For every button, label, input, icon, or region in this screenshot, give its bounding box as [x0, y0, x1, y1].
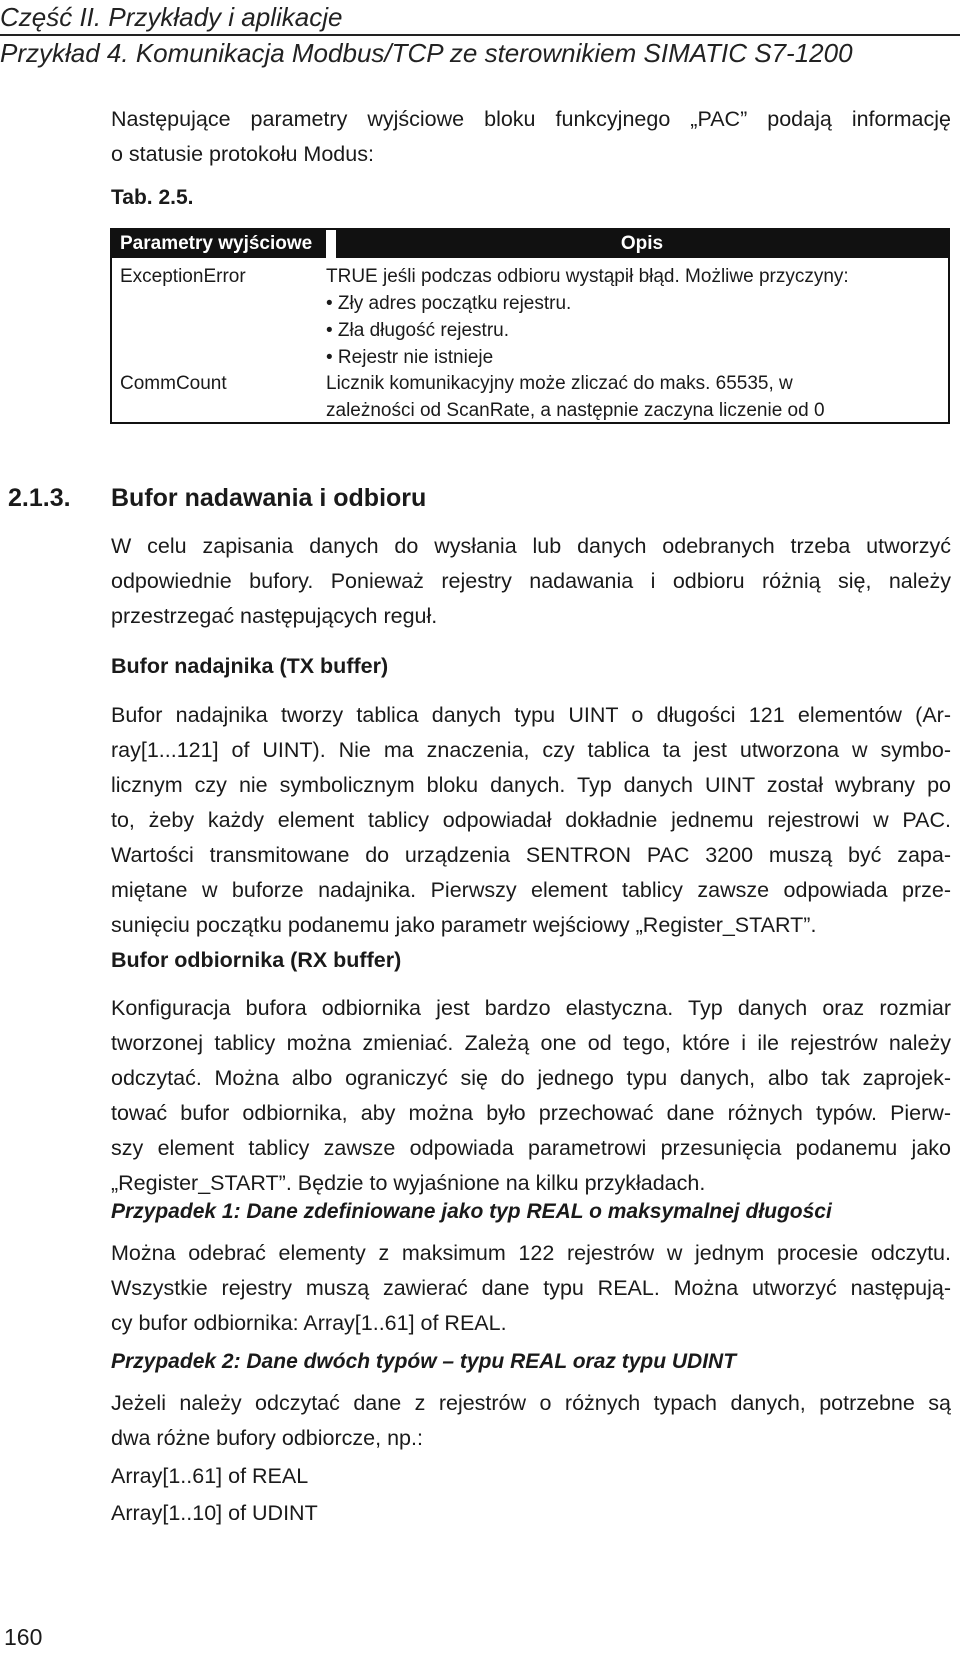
text-line: Jeżeli należy odczytać dane z rejestrów o różnych typach danych, potrzebne są: [111, 1391, 951, 1415]
header-rule: [0, 34, 960, 36]
text-line: Wartości transmitowane do urządzenia SENTRON PAC 3200 muszą być zapa-: [111, 843, 951, 867]
tx-paragraph: [111, 698, 951, 943]
desc-line: • Rejestr nie istnieje: [326, 347, 494, 368]
text-line: odpowiednie bufory. Ponieważ rejestry nadawania i odbioru różnią się, należy: [111, 569, 951, 593]
text-line: tworzonej tablicy można zmieniać. Zależą one od tego, które i ile rejestrów należy: [111, 1031, 951, 1055]
intro-paragraph: [111, 102, 951, 172]
desc-line: zależności od ScanRate, a następnie zaczyna liczenie od 0: [326, 400, 825, 421]
text-line: licznym czy nie symbolicznym bloku danych. Typ danych UINT został wybrany po: [111, 773, 951, 797]
table-header-param: Parametry wyjściowe: [112, 230, 326, 258]
table-cell-desc: [326, 370, 942, 424]
table-caption: Tab. 2.5.: [111, 186, 194, 209]
running-header-part: Część II. Przykłady i aplikacje: [0, 2, 343, 32]
running-header-chapter: Przykład 4. Komunikacja Modbus/TCP ze sterownikiem SIMATIC S7-1200: [0, 38, 853, 68]
text-line: ray[1...121] of UINT). Nie ma znaczenia, czy tablica ta jest utworzona w symbo-: [111, 738, 951, 762]
text-line: szy element tablicy zawsze odpowiada parametrowi przesunięcia podanemu jako: [111, 1136, 951, 1160]
text-line: o statusie protokołu Modus:: [111, 142, 374, 166]
text-line: cy bufor odbiornika: Array[1..61] of REAL.: [111, 1311, 507, 1335]
text-line: przestrzegać następujących reguł.: [111, 604, 438, 628]
desc-line: • Zła długość rejestru.: [326, 320, 510, 341]
rx-paragraph: [111, 991, 951, 1201]
table-cell-param: ExceptionError: [120, 266, 246, 287]
desc-line: TRUE jeśli podczas odbioru wystąpił błąd. Możliwe przyczyny:: [326, 266, 849, 287]
text-line: Konfiguracja bufora odbiornika jest bardzo elastyczna. Typ danych oraz rozmiar: [111, 996, 951, 1020]
case2-example: Array[1..10] of UDINT: [111, 1501, 318, 1525]
section-number: 2.1.3.: [8, 484, 71, 512]
case2-example: Array[1..61] of REAL: [111, 1464, 309, 1488]
tx-heading: Bufor nadajnika (TX buffer): [111, 654, 389, 678]
table-cell-param: CommCount: [120, 373, 227, 394]
case2-heading: Przypadek 2: Dane dwóch typów – typu REAL oraz typu UDINT: [111, 1350, 737, 1373]
text-line: W celu zapisania danych do wysłania lub danych odebranych trzeba utworzyć: [111, 534, 951, 558]
text-line: sunięciu początku podanemu jako parametr wejściowy „Register_START”.: [111, 913, 817, 937]
text-line: miętane w buforze nadajnika. Pierwszy element tablicy zawsze odpowiada prze-: [111, 878, 951, 902]
text-line: odczytać. Można albo ograniczyć się do jednego typu danych, albo tak zaprojek-: [111, 1066, 951, 1090]
section-title: Bufor nadawania i odbioru: [111, 484, 427, 512]
text-line: to, żeby każdy element tablicy odpowiadał dokładnie jednemu rejestrowi w PAC.: [111, 808, 951, 832]
page-number: 160: [4, 1624, 43, 1650]
desc-line: Licznik komunikacyjny może zliczać do maks. 65535, w: [326, 373, 793, 394]
desc-line: • Zły adres początku rejestru.: [326, 293, 572, 314]
text-line: Wszystkie rejestry muszą zawierać dane typu REAL. Można utworzyć następują-: [111, 1276, 951, 1300]
case2-paragraph: [111, 1386, 951, 1456]
text-line: Można odebrać elementy z maksimum 122 rejestrów w jednym procesie odczytu.: [111, 1241, 951, 1265]
parameters-table: [110, 228, 950, 424]
text-line: tować bufor odbiornika, aby można było przechować dane różnych typów. Pierw-: [111, 1101, 951, 1125]
rx-heading: Bufor odbiornika (RX buffer): [111, 948, 402, 972]
text-line: dwa różne bufory odbiorcze, np.:: [111, 1426, 423, 1450]
text-line: Następujące parametry wyjściowe bloku funkcyjnego „PAC” podają informację: [111, 107, 951, 131]
text-line: Bufor nadajnika tworzy tablica danych typu UINT o długości 121 elementów (Ar-: [111, 703, 951, 727]
text-line: „Register_START”. Będzie to wyjaśnione na kilku przykładach.: [111, 1171, 706, 1195]
case1-heading: Przypadek 1: Dane zdefiniowane jako typ REAL o maksymalnej długości: [111, 1200, 832, 1223]
table-cell-desc: [326, 263, 942, 371]
table-header-row: [112, 230, 948, 258]
section-paragraph: [111, 529, 951, 634]
table-header-desc: Opis: [336, 230, 948, 258]
case1-paragraph: [111, 1236, 951, 1341]
